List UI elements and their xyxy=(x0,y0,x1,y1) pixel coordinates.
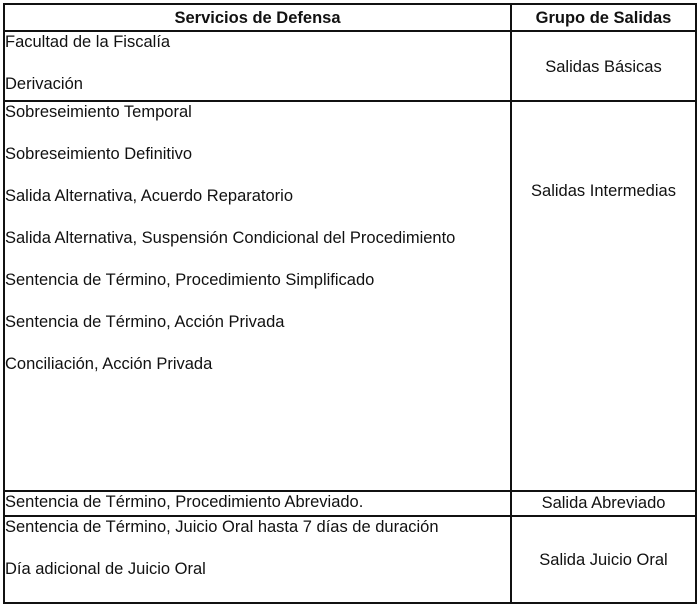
service-item: Sentencia de Término, Acción Privada xyxy=(5,313,285,331)
group-cell: Salida Abreviado xyxy=(511,491,696,516)
service-item: Sentencia de Término, Procedimiento Simplificado xyxy=(5,271,375,289)
service-item: Facultad de la Fiscalía xyxy=(5,33,171,51)
table-row xyxy=(4,101,696,491)
table-row xyxy=(4,31,696,101)
service-item: Sentencia de Término, Juicio Oral hasta 7 días de duración xyxy=(5,518,439,536)
table-row xyxy=(4,491,696,516)
header-group: Grupo de Salidas xyxy=(511,4,696,31)
service-item: Sobreseimiento Definitivo xyxy=(5,145,193,163)
document-page xyxy=(3,3,695,578)
services-cell xyxy=(4,516,511,603)
group-cell: Salida Juicio Oral xyxy=(511,516,696,603)
service-item: Sobreseimiento Temporal xyxy=(5,103,192,121)
service-item: Sentencia de Término, Procedimiento Abreviado. xyxy=(5,493,364,511)
group-cell: Salidas Intermedias xyxy=(511,101,696,491)
header-row xyxy=(4,4,696,31)
services-cell xyxy=(4,31,511,101)
services-table xyxy=(3,3,697,604)
service-item: Salida Alternativa, Suspensión Condicional del Procedimiento xyxy=(5,229,456,247)
header-services: Servicios de Defensa xyxy=(4,4,511,31)
services-cell xyxy=(4,491,511,516)
service-item: Día adicional de Juicio Oral xyxy=(5,560,206,578)
service-item: Derivación xyxy=(5,75,83,93)
table-row xyxy=(4,516,696,603)
services-cell xyxy=(4,101,511,491)
service-item: Conciliación, Acción Privada xyxy=(5,355,213,373)
group-cell: Salidas Básicas xyxy=(511,31,696,101)
service-item: Salida Alternativa, Acuerdo Reparatorio xyxy=(5,187,294,205)
